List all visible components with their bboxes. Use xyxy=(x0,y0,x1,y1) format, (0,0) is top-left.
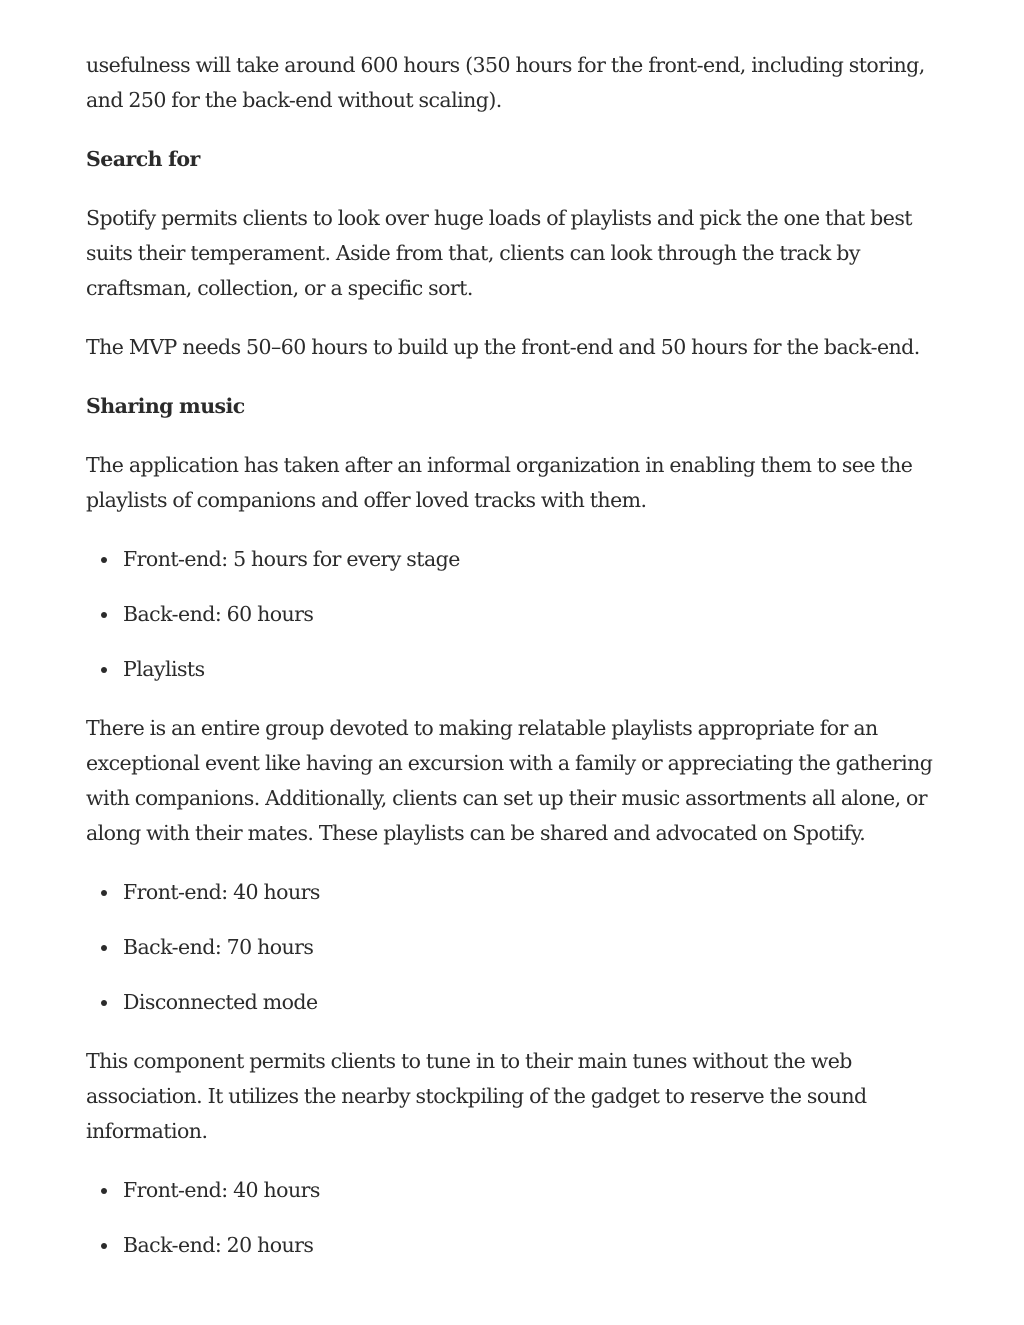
search-paragraph: Spotify permits clients to look over huge loads of playlists and pick the one that best suits their temperament. Aside from that, clients can look through the track by craftsman, collection, or a specific sort. xyxy=(86,206,912,300)
list-item-text: Disconnected mode xyxy=(123,990,318,1014)
offline-estimate-list xyxy=(86,1173,956,1263)
list-item xyxy=(86,597,956,632)
sharing-music-heading: Sharing music xyxy=(86,394,245,418)
search-heading: Search for xyxy=(86,147,200,171)
list-item xyxy=(86,652,956,687)
list-item xyxy=(86,875,956,910)
list-item-text: Back-end: 60 hours xyxy=(123,602,314,626)
list-item-text: Back-end: 20 hours xyxy=(123,1233,314,1257)
list-item-text: Back-end: 70 hours xyxy=(123,935,314,959)
offline-mode-paragraph: This component permits clients to tune in to their main tunes without the web association. It utilizes the nearby stockpiling of the gadget to reserve the sound information. xyxy=(86,1049,867,1143)
list-item-text: Front-end: 40 hours xyxy=(123,1178,320,1202)
article-body xyxy=(86,48,956,1287)
list-item-text: Front-end: 5 hours for every stage xyxy=(123,547,460,571)
bullet-icon xyxy=(101,557,107,563)
bullet-icon xyxy=(101,667,107,673)
list-item xyxy=(86,1228,956,1263)
playlists-estimate-list xyxy=(86,875,956,1020)
sharing-music-paragraph: The application has taken after an informal organization in enabling them to see the playlists of companions and offer loved tracks with them. xyxy=(86,453,913,512)
bullet-icon xyxy=(101,945,107,951)
bullet-icon xyxy=(101,1188,107,1194)
list-item xyxy=(86,542,956,577)
sharing-estimate-list xyxy=(86,542,956,687)
playlists-paragraph: There is an entire group devoted to making relatable playlists appropriate for an exceptional event like having an excursion with a family or appreciating the gathering with companions. Additionally, clients can set up their music assortments all alone, or along with their mates. These playlists can be shared and advocated on Spotify. xyxy=(86,716,933,845)
list-item-text: Playlists xyxy=(123,657,205,681)
list-item xyxy=(86,1173,956,1208)
mvp-estimate-paragraph: The MVP needs 50–60 hours to build up the front-end and 50 hours for the back-end. xyxy=(86,335,920,359)
list-item xyxy=(86,985,956,1020)
intro-paragraph: usefulness will take around 600 hours (350 hours for the front-end, including storing, and 250 for the back-end without scaling). xyxy=(86,53,925,112)
list-item xyxy=(86,930,956,965)
bullet-icon xyxy=(101,1243,107,1249)
bullet-icon xyxy=(101,612,107,618)
bullet-icon xyxy=(101,1000,107,1006)
list-item-text: Front-end: 40 hours xyxy=(123,880,320,904)
bullet-icon xyxy=(101,890,107,896)
